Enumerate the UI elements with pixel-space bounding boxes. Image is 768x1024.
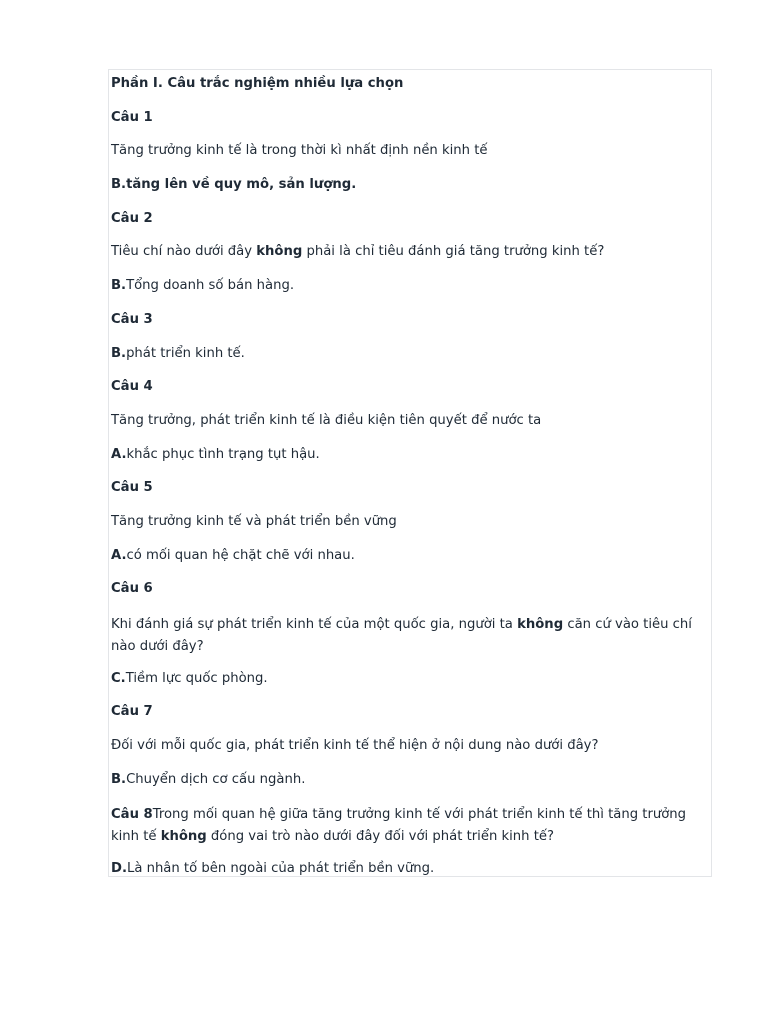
answer-text: khắc phục tình trạng tụt hậu. [126,446,320,462]
answer-text: tăng lên về quy mô, sản lượng. [126,177,357,193]
answer-letter: B. [111,771,127,787]
emphasis: không [517,617,564,632]
question-label: Câu 2 [111,210,153,226]
answer-letter: B. [111,177,127,193]
document-content [108,69,712,877]
section-title: Phần I. Câu trắc nghiệm nhiều lựa chọn [111,76,404,91]
answer-letter: B. [111,278,127,294]
question-label: Câu 8 [111,807,153,823]
answer-letter: C. [111,670,126,686]
question-text: Khi đánh giá sự phát triển kinh tế của một quốc gia, người ta không căn cứ vào tiêu chí nào dưới đây? [111,617,692,654]
answer [111,670,707,688]
question-label: Câu 3 [111,311,153,327]
answer-letter: A. [111,547,127,563]
answer-letter: A. [111,446,127,462]
question-text: Tăng trưởng, phát triển kinh tế là điều kiện tiên quyết để nước ta [111,412,542,428]
answer [111,547,707,565]
question-text: Tăng trưởng kinh tế và phát triển bền vững [111,513,397,529]
emphasis: không [160,829,207,845]
emphasis: không [256,244,303,260]
answer [111,771,707,789]
answer-text: Tổng doanh số bán hàng. [126,278,295,294]
answer [111,345,707,363]
answer-letter: B. [111,345,127,361]
question-text: Tiêu chí nào dưới đây không phải là chỉ tiêu đánh giá tăng trưởng kinh tế? [111,244,605,260]
question-text: Tăng trưởng kinh tế là trong thời kì nhất định nền kinh tế [111,143,488,159]
answer-text: có mối quan hệ chặt chẽ với nhau. [126,547,355,563]
question-label: Câu 4 [111,379,153,395]
question-label: Câu 6 [111,581,153,597]
question-label: Câu 1 [111,109,153,125]
question-text: Câu 8Trong mối quan hệ giữa tăng trưởng kinh tế với phát triển kinh tế thì tăng trưởng kinh tế không đóng vai trò nào dưới đây đối với phát triển kinh tế? [111,807,687,845]
question-label: Câu 7 [111,704,153,720]
answer [111,860,707,877]
question-label: Câu 5 [111,480,153,496]
answer-text: phát triển kinh tế. [126,345,245,361]
answer-letter: D. [111,861,127,877]
answer [111,176,707,194]
answer-text: Tiềm lực quốc phòng. [125,670,268,686]
question-text: Đối với mỗi quốc gia, phát triển kinh tế thể hiện ở nội dung nào dưới đây? [111,738,599,754]
answer-text: Là nhân tố bên ngoài của phát triển bền vững. [126,861,435,877]
answer [111,446,707,464]
answer-text: Chuyển dịch cơ cấu ngành. [126,771,306,787]
answer [111,277,707,295]
